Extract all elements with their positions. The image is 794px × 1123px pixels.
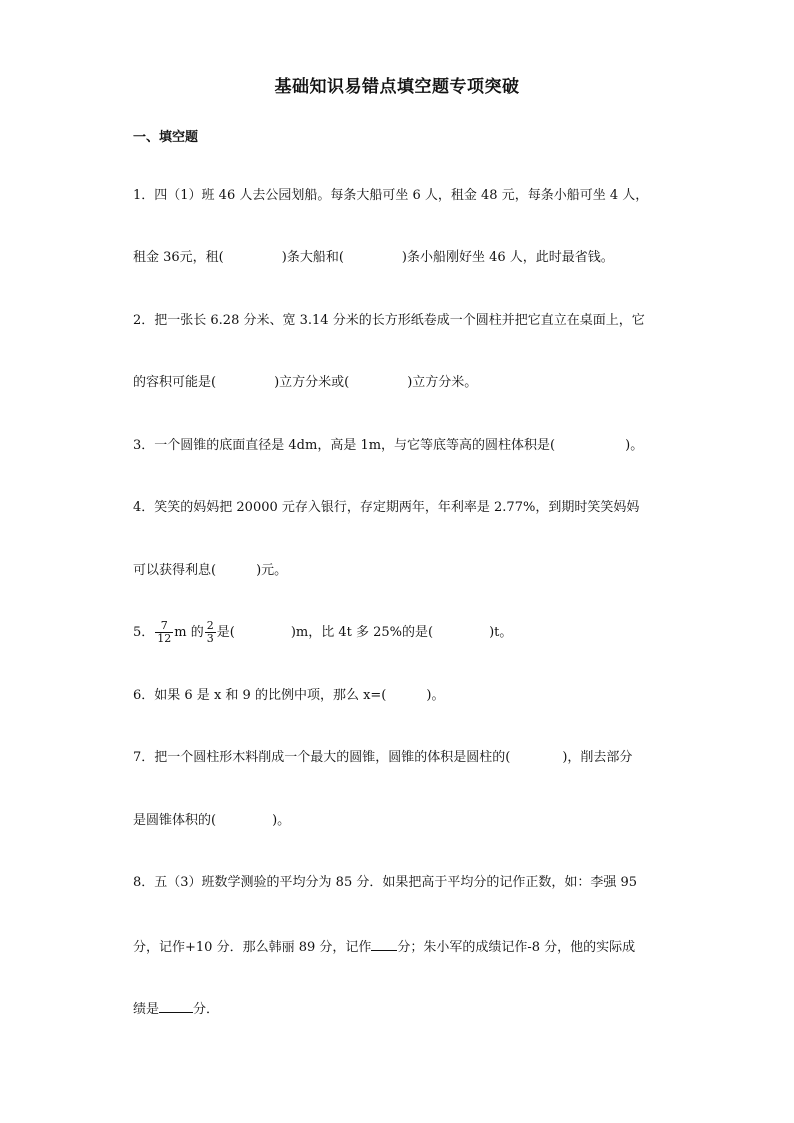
question-8-line-3 bbox=[133, 998, 219, 1020]
question-5-text-b: 是( bbox=[216, 625, 235, 640]
question-6-text-a: 6．如果 6 是 x 和 9 的比例中项，那么 x=( bbox=[133, 688, 387, 703]
question-2-line-1: 2．把一张长 6.28 分米、宽 3.14 分米的长方形纸卷成一个圆柱并把它直立在桌面上，它 bbox=[133, 313, 645, 328]
question-8-text-c: 绩是 bbox=[133, 1002, 160, 1017]
question-8-text-a: 分，记作+10 分．那么韩丽 89 分，记作 bbox=[133, 940, 372, 955]
question-4-line-1: 4．笑笑的妈妈把 20000 元存入银行，存定期两年，年利率是 2.77%，到期时笑笑妈妈 bbox=[133, 500, 640, 515]
question-4-text-b: )元。 bbox=[256, 563, 288, 578]
question-5-prefix: 5． bbox=[133, 625, 155, 640]
question-8-blank-1[interactable] bbox=[371, 936, 397, 951]
page-title: 基础知识易错点填空题专项突破 bbox=[274, 77, 520, 97]
question-1-line-2 bbox=[133, 248, 614, 268]
question-1-text-c: )条小船刚好坐 46 人，此时最省钱。 bbox=[401, 250, 614, 265]
question-3-text-a: 3．一个圆锥的底面直径是 4dm，高是 1m，与它等底等高的圆柱体积是( bbox=[133, 438, 556, 453]
question-7-text-a: 7．把一个圆柱形木料削成一个最大的圆锥，圆锥的体积是圆柱的( bbox=[133, 750, 511, 765]
question-7-text-c: 是圆锥体积的( bbox=[133, 813, 217, 828]
question-5-line bbox=[133, 618, 512, 648]
question-4-line-2 bbox=[133, 561, 287, 581]
question-2-text-a: 的容积可能是( bbox=[133, 375, 217, 390]
question-5-text-a: m 的 bbox=[174, 625, 204, 640]
question-2-text-b: )立方分米或( bbox=[274, 375, 350, 390]
question-5-text-c: )m，比 4t 多 25%的是( bbox=[290, 625, 434, 640]
question-4-text-a: 可以获得利息( bbox=[133, 563, 217, 578]
question-8-text-d: 分． bbox=[193, 1002, 220, 1017]
question-7-text-b: )，削去部分 bbox=[562, 750, 633, 765]
question-8-line-2 bbox=[133, 936, 635, 958]
question-1-text-b: )条大船和( bbox=[281, 250, 344, 265]
question-6-text-b: )。 bbox=[426, 688, 445, 703]
question-7-text-d: )。 bbox=[272, 813, 291, 828]
question-7-line-2 bbox=[133, 811, 290, 831]
question-2-line-2 bbox=[133, 373, 477, 393]
question-3-line bbox=[133, 436, 643, 456]
section-heading: 一、填空题 bbox=[133, 130, 199, 145]
question-6-line bbox=[133, 686, 444, 706]
fraction-denominator: 12 bbox=[157, 632, 172, 645]
question-8-line-1: 8．五（3）班数学测验的平均分为 85 分．如果把高于平均分的记作正数，如：李强 95 bbox=[133, 875, 638, 890]
question-2-text-c: )立方分米。 bbox=[407, 375, 478, 390]
fraction-denominator: 3 bbox=[206, 632, 214, 645]
fraction-numerator: 7 bbox=[155, 620, 173, 633]
question-7-line-1 bbox=[133, 748, 632, 768]
question-8-blank-2[interactable] bbox=[159, 998, 193, 1013]
fraction-7-12 bbox=[155, 620, 173, 645]
question-1-line-1: 1．四（1）班 46 人去公园划船。每条大船可坐 6 人，租金 48 元，每条小船可坐 4 人， bbox=[133, 188, 649, 203]
question-8-text-b: 分；朱小军的成绩记作-8 分，他的实际成 bbox=[397, 940, 636, 955]
question-1-text-a: 租金 36元，租( bbox=[133, 250, 224, 265]
fraction-numerator: 2 bbox=[206, 619, 214, 632]
question-5-text-d: )t。 bbox=[489, 625, 513, 640]
fraction-2-3 bbox=[205, 620, 216, 645]
question-3-text-b: )。 bbox=[625, 438, 644, 453]
